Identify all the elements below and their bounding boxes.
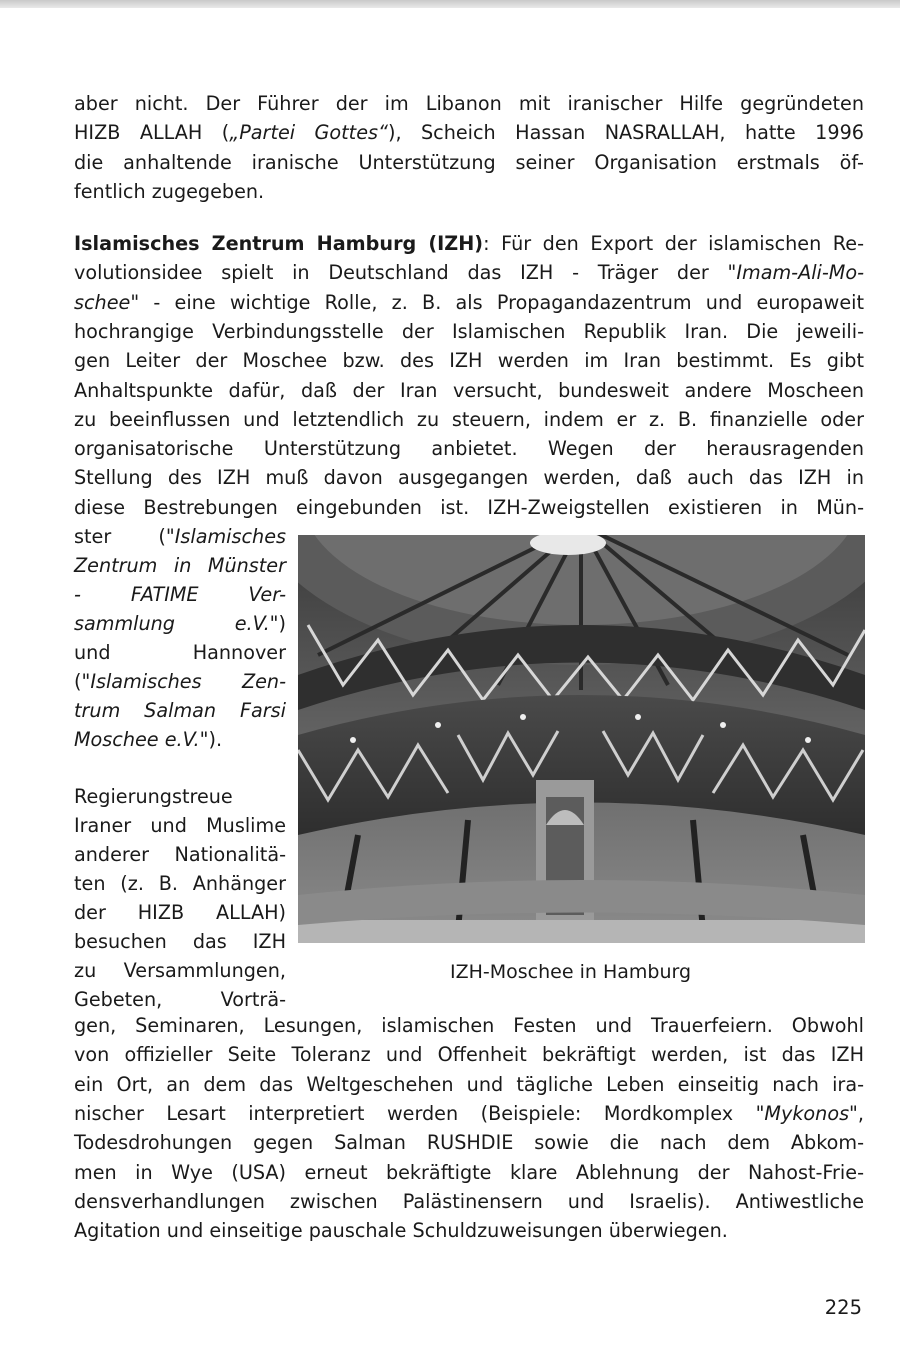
para2-line: organisatorische Unterstützung anbietet. Wegen der herausragenden bbox=[74, 437, 864, 461]
para2-line: zu beeinflussen und letztendlich zu steuern, indem er z. B. finanzielle oder bbox=[74, 407, 864, 431]
para3-narrow-line: Regierungstreue bbox=[74, 785, 233, 808]
para2-line bbox=[74, 229, 864, 258]
para2-narrow-line bbox=[74, 522, 286, 551]
para2-narrow-line bbox=[74, 696, 286, 725]
para3-line bbox=[74, 1099, 864, 1128]
para3-line: men in Wye (USA) erneut bekräftigte klare Ablehnung der Nahost-Frie- bbox=[74, 1160, 864, 1184]
para3-narrow-line: besuchen das IZH bbox=[74, 930, 286, 953]
para2-line: Stellung des IZH muß davon ausgegangen werden, daß auch das IZH in bbox=[74, 466, 864, 490]
para1-line: die anhaltende iranische Unterstützung seiner Organisation erstmals öf- bbox=[74, 150, 864, 174]
italic-run: schee" bbox=[74, 290, 140, 314]
bold-heading: Islamisches Zentrum Hamburg (IZH) bbox=[74, 232, 484, 255]
text-run: nischer Lesart interpretiert werden (Beispiele: Mordkomplex bbox=[74, 1101, 756, 1125]
para1-line: fentlich zugegeben. bbox=[74, 179, 265, 203]
text-run: volutionsidee spielt in Deutschland das IZH - Träger der bbox=[74, 261, 728, 285]
para3-line: Todesdrohungen gegen Salman RUSHDIE sowie die nach dem Abkom- bbox=[74, 1131, 864, 1155]
text-run: ). bbox=[208, 728, 223, 751]
text-run: ster ( bbox=[74, 525, 166, 548]
para3-line: gen, Seminaren, Lesungen, islamischen Festen und Trauerfeiern. Obwohl bbox=[74, 1014, 864, 1037]
italic-run: Zentrum in Münster bbox=[74, 554, 286, 577]
para3-narrow-line: zu Versammlungen, bbox=[74, 959, 286, 982]
para3-line: Agitation und einseitige pauschale Schuldzuweisungen überwiegen. bbox=[74, 1219, 728, 1243]
para2-narrow-line bbox=[74, 725, 286, 754]
para1-line bbox=[74, 118, 864, 147]
italic-run: "Islamisches bbox=[165, 525, 286, 548]
para3-line: densverhandlungen zwischen Palästinensern und Israelis). Antiwestliche bbox=[74, 1189, 864, 1213]
para3-narrow-line: Gebeten, Vorträ- bbox=[74, 988, 286, 1011]
italic-run: trum Salman Farsi bbox=[74, 699, 286, 722]
para2-narrow-line: und Hannover bbox=[74, 641, 286, 664]
para3-narrow-line: anderer Nationalitä- bbox=[74, 843, 286, 866]
para2-line: hochrangige Verbindungsstelle der Islamischen Republik Iran. Die jeweili- bbox=[74, 319, 864, 343]
para3-line: von offizieller Seite Toleranz und Offenheit bekräftigt werden, ist das IZH bbox=[74, 1043, 864, 1067]
page-number: 225 bbox=[824, 1296, 862, 1319]
para2-line: diese Bestrebungen eingebunden ist. IZH-Zweigstellen existieren in Mün- bbox=[74, 495, 864, 519]
text-run: : Für den Export der islamischen Re- bbox=[483, 232, 865, 255]
text-run: HIZB ALLAH ( bbox=[74, 121, 230, 145]
para3-line: ein Ort, an dem das Weltgeschehen und tägliche Leben einseitig nach ira- bbox=[74, 1072, 864, 1096]
italic-run: „Partei Gottes“ bbox=[229, 121, 388, 145]
italic-run: "Islamisches Zen- bbox=[81, 670, 286, 693]
para2-line bbox=[74, 288, 864, 317]
text-run: ) bbox=[278, 612, 286, 635]
mosque-photo-drawing bbox=[298, 535, 865, 943]
para2-narrow-line bbox=[74, 667, 286, 696]
para2-narrow-line bbox=[74, 580, 286, 609]
para1-line: aber nicht. Der Führer der im Libanon mit iranischer Hilfe gegründeten bbox=[74, 92, 864, 115]
italic-run: "Imam-Ali-Mo- bbox=[727, 261, 864, 285]
scan-top-edge bbox=[0, 0, 900, 8]
para2-line: Anhaltspunkte dafür, daß der Iran versucht, bundesweit andere Moscheen bbox=[74, 378, 864, 402]
para3-narrow-line: der HIZB ALLAH) bbox=[74, 901, 286, 924]
photo-caption: IZH-Moschee in Hamburg bbox=[450, 961, 692, 983]
para2-narrow-line bbox=[74, 551, 286, 580]
italic-run: Moschee e.V." bbox=[74, 728, 209, 751]
text-run: ), Scheich Hassan NASRALLAH, hatte 1996 bbox=[387, 121, 865, 145]
para3-narrow-line: ten (z. B. Anhänger bbox=[74, 872, 286, 895]
para3-narrow-line: Iraner und Muslime bbox=[74, 814, 286, 837]
para2-narrow-line bbox=[74, 609, 286, 638]
para2-line bbox=[74, 258, 864, 287]
italic-run: sammlung e.V." bbox=[74, 612, 279, 635]
text-run: ( bbox=[74, 670, 82, 693]
para2-line: gen Leiter der Moschee bzw. des IZH werden im Iran bestimmt. Es gibt bbox=[74, 349, 864, 373]
mosque-interior-photo bbox=[298, 535, 865, 943]
italic-run: - FATIME Ver- bbox=[74, 583, 286, 606]
text-run: - eine wichtige Rolle, z. B. als Propagandazentrum und europaweit bbox=[139, 290, 864, 314]
italic-run: "Mykonos" bbox=[755, 1101, 858, 1125]
text-run: , bbox=[857, 1101, 864, 1125]
